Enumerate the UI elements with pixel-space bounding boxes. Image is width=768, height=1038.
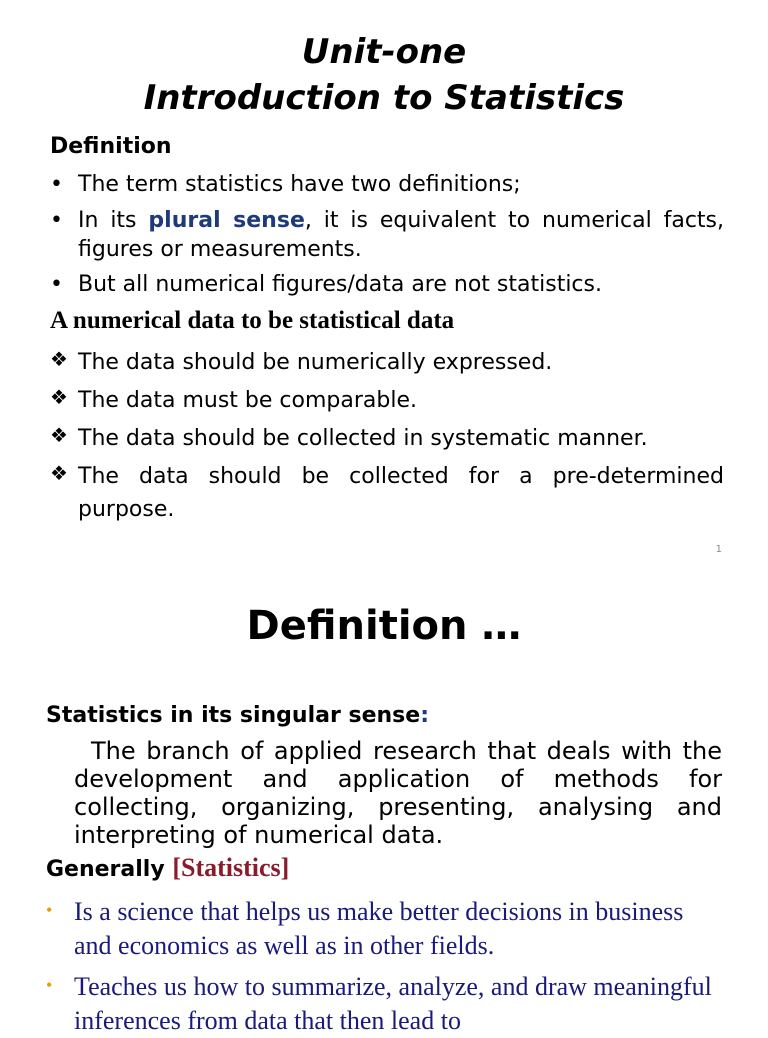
diamond-bullet-icon: ❖ <box>50 347 68 371</box>
bullet-item <box>50 206 724 264</box>
definition-heading: Definition <box>50 134 172 159</box>
slide-title: Definition … <box>246 603 522 649</box>
bullet-item <box>50 270 724 299</box>
condition-item <box>50 346 724 379</box>
page-number: 1 <box>715 544 722 555</box>
condition-item <box>50 422 724 455</box>
bullet-text-pre: In its <box>78 208 149 233</box>
slide-2 <box>0 565 768 1035</box>
singular-sense-heading <box>46 703 429 728</box>
singular-definition-text <box>74 737 722 849</box>
singular-heading-colon: : <box>420 703 429 728</box>
bullet-text: But all numerical figures/data are not statistics. <box>78 272 602 297</box>
statistics-point-text: Is a science that helps us make better decisions in business and economics as well as in other fields. <box>74 897 684 960</box>
bullet-icon: • <box>50 272 63 297</box>
slide-title-line-1: Unit-one <box>301 32 467 72</box>
condition-text: The data must be comparable. <box>78 388 417 413</box>
statistics-point <box>46 970 722 1038</box>
condition-text: The data should be numerically expressed. <box>78 350 553 375</box>
statistical-data-heading: A numerical data to be statistical data <box>50 307 455 334</box>
statistics-point-text: Teaches us how to summarize, analyze, and draw meaningful inferences from data that then lead to <box>74 972 712 1035</box>
singular-definition-body: The branch of applied research that deals with the development and application of methods for collecting, organizing, presenting, analysing and interpreting of numerical data. <box>74 737 722 849</box>
bullet-icon: • <box>50 172 63 197</box>
bullet-icon: • <box>46 900 53 920</box>
condition-item <box>50 384 724 417</box>
statistics-point <box>46 895 722 963</box>
generally-label: Generally <box>46 857 173 882</box>
condition-text: The data should be collected for a pre-determined purpose. <box>78 464 724 522</box>
bullet-text: The term statistics have two definitions; <box>78 172 521 197</box>
diamond-bullet-icon: ❖ <box>50 423 68 447</box>
slide-title-line-2: Introduction to Statistics <box>143 78 625 118</box>
statistics-bracket-label: [Statistics] <box>172 853 290 882</box>
plural-sense-highlight: plural sense <box>148 208 305 233</box>
bullet-item <box>50 170 724 199</box>
bullet-text-post: , it is equivalent to numerical facts, figures or measurements. <box>78 208 724 262</box>
condition-text: The data should be collected in systematic manner. <box>78 426 648 451</box>
diamond-bullet-icon: ❖ <box>50 385 68 409</box>
generally-heading <box>46 853 289 883</box>
bullet-icon: • <box>46 975 53 995</box>
bullet-icon: • <box>50 208 63 233</box>
diamond-bullet-icon: ❖ <box>50 461 68 485</box>
bullet-text <box>78 206 724 264</box>
singular-heading-text: Statistics in its singular sense <box>46 703 421 728</box>
condition-item <box>50 460 724 526</box>
